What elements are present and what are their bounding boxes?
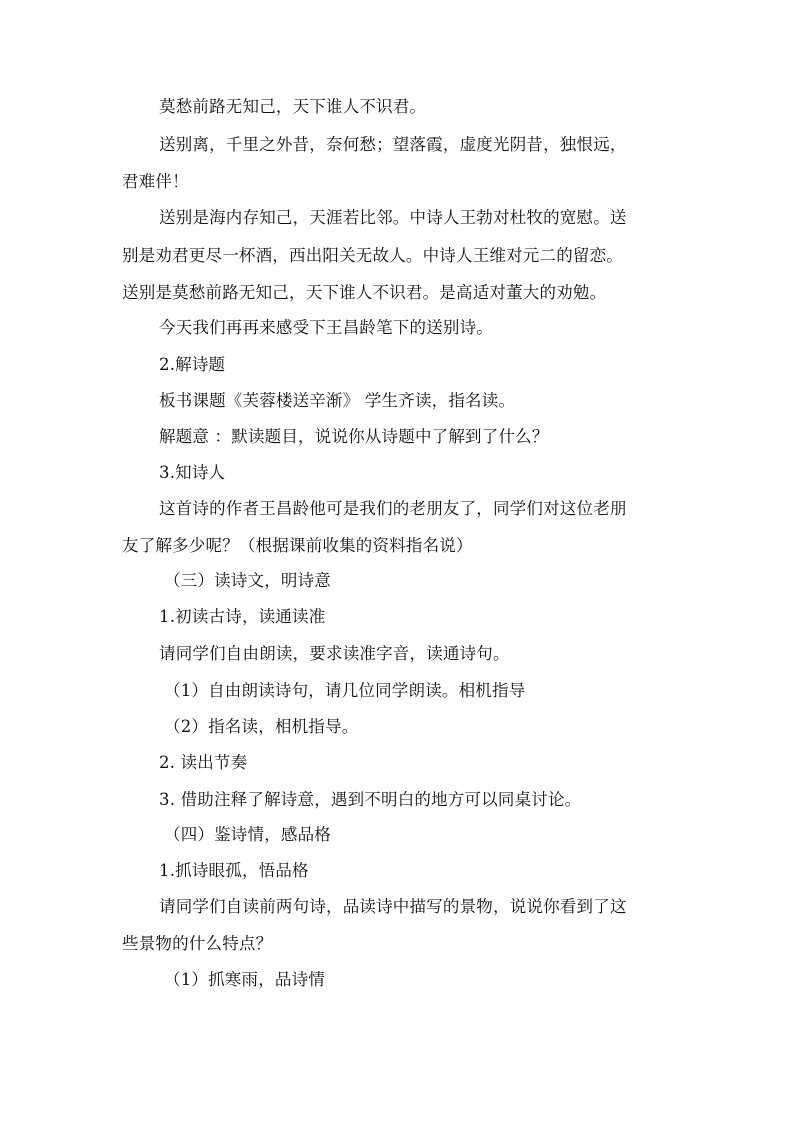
text-line: 友了解多少呢？（根据课前收集的资料指名说） <box>122 536 473 555</box>
text-line: 这首诗的作者王昌龄他可是我们的老朋友了，同学们对这位老朋 <box>159 499 627 518</box>
text-line: 送别是海内存知己，天涯若比邻。中诗人王勃对杜牧的宽慰。送 <box>159 208 627 227</box>
list-item: 2. 读出节奏 <box>159 753 248 772</box>
section-heading: 1.抓诗眼孤，悟品格 <box>159 861 309 880</box>
text-line: 解题意 ：默读题目，说说你从诗题中了解到了什么？ <box>159 427 549 446</box>
text-line: 送别是莫愁前路无知己，天下谁人不识君。是高适对董大的劝勉。 <box>122 283 607 302</box>
section-heading: 3.知诗人 <box>159 463 226 482</box>
list-item: （2）指名读，相机指导。 <box>164 717 359 736</box>
section-heading: 2.解诗题 <box>159 355 226 374</box>
text-line: 莫愁前路无知己，天下谁人不识君。 <box>159 97 427 116</box>
list-item: 3. 借助注释了解诗意，遇到不明白的地方可以同桌讨论。 <box>159 790 582 809</box>
text-line: 请同学们自由朗读，要求读准字音，读通诗句。 <box>159 644 510 663</box>
section-heading: （四）鉴诗情，感品格 <box>164 825 331 844</box>
text-line: 别是劝君更尽一杯酒，西出阳关无故人。中诗人王维对元二的留恋。 <box>122 246 623 265</box>
list-item: （1）自由朗读诗句，请几位同学朗读。相机指导 <box>164 681 526 700</box>
text-line: 请同学们自读前两句诗，品读诗中描写的景物，说说你看到了这 <box>159 897 627 916</box>
list-item: （1）抓寒雨，品诗情 <box>164 970 325 989</box>
text-line: 送别离，千里之外昔，奈何愁；望落霞，虚度光阴昔，独恨远， <box>159 135 627 154</box>
section-heading: （三）读诗文，明诗意 <box>164 571 331 590</box>
text-line: 今天我们再再来感受下王昌龄笔下的送别诗。 <box>159 318 493 337</box>
text-line: 君难伴！ <box>122 172 189 191</box>
section-heading: 1.初读古诗，读通读准 <box>159 607 326 626</box>
text-line: 些景物的什么特点？ <box>122 934 273 953</box>
text-line: 板书课题《芙蓉楼送辛渐》 学生齐读，指名读。 <box>159 391 516 410</box>
